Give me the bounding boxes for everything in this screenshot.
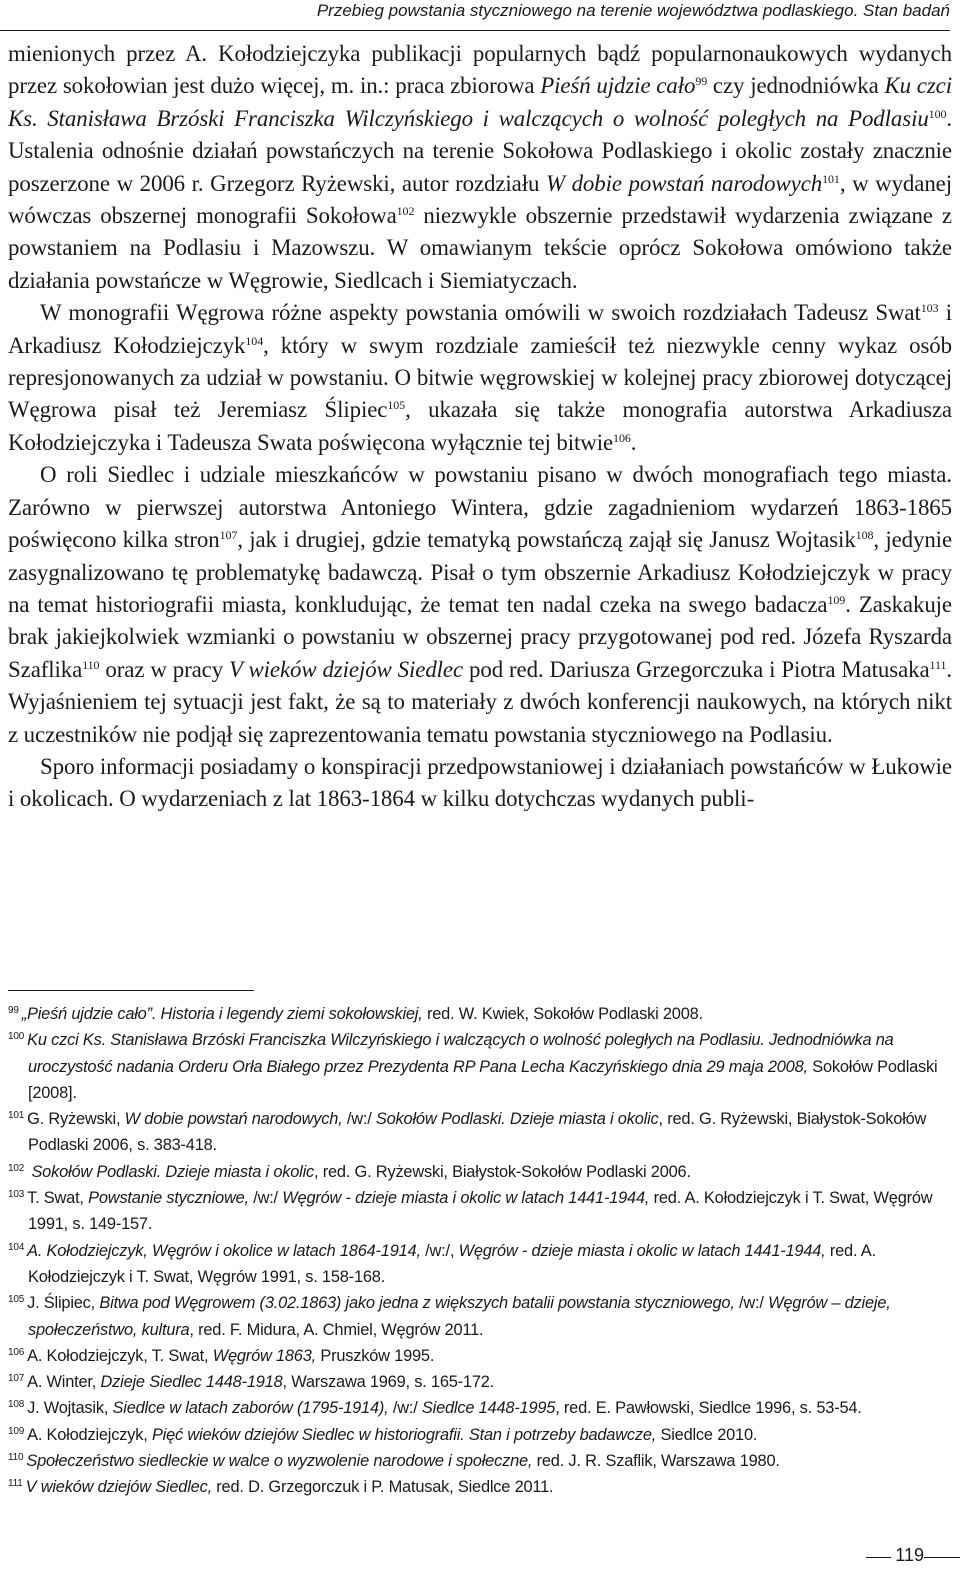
- footnote-100: $^{100}$ Ku czci Ks. Stanisława Brzóski Franciszka Wilczyńskiego i walczących o wolność poległych na Podlasiu. Jednodniówka na uroczystość nadania Orderu Orła Białego przez Prezydenta RP Pana Lecha Kaczyńskiego dnia 29 maja 2008, Sokołów Podlaski [2008].: [8, 1031, 938, 1102]
- footnote-ref-105[interactable]: 105: [387, 398, 406, 413]
- page-number: 119: [891, 1543, 924, 1567]
- footnote-ref-104[interactable]: 104: [245, 333, 264, 348]
- footnote-ref-103[interactable]: 103: [920, 301, 939, 316]
- footnote-102: $^{102}$ Sokołów Podlaski. Dzieje miasta i okolic, red. G. Ryżewski, Białystok-Sokołów Podlaski 2006.: [8, 1162, 691, 1181]
- footnotes: [8, 1001, 952, 1501]
- footnote-ref-111[interactable]: 111: [929, 657, 947, 672]
- paragraph-2: W monografii Węgrowa różne aspekty powstania omówili w swoich rozdziałach Tadeusz Swat$^{103}$ i Arkadiusz Kołodziejczyk$^{104}$, który w swym rozdziale zamieścił też niezwykle cenny wykaz osób represjonowanych za udział w powstaniu. O bitwie węgrowskiej w kolejnej pracy zbiorowej dotyczącej Węgrowa pisał też Jeremiasz Ślipiec$^{105}$, ukazała się także monografia autorstwa Arkadiusza Kołodziejczyka i Tadeusza Swata poświęcona wyłącznie tej bitwie$^{106}$.: [8, 300, 952, 455]
- footnote-110: $^{110}$ Społeczeństwo siedleckie w walce o wyzwolenie narodowe i społeczne, red. J. R. Szaflik, Warszawa 1980.: [8, 1452, 780, 1471]
- footnote-ref-100[interactable]: 100: [928, 106, 947, 121]
- running-header: [0, 0, 950, 31]
- paragraph-3: O roli Siedlec i udziale mieszkańców w powstaniu pisano w dwóch monografiach tego miasta. Zarówno w pierwszej autorstwa Antoniego Wintera, gdzie zagadnieniom wydarzeń 1863-1865 poświęcono kilka stron$^{107}$, jak i drugiej, gdzie tematyką powstańczą zajął się Janusz Wojtasik$^{108}$, jedynie zasygnalizowano tę problematykę badawczą. Pisał o tym obszernie Arkadiusz Kołodziejczyk w pracy na temat historiografii miasta, konkludując, że temat ten nadal czeka na swego badacza$^{109}$. Zaskakuje brak jakiejkolwiek wzmianki o powstaniu w obszernej pracy przygotowanej pod red. Józefa Ryszarda Szaflika$^{110}$ oraz w pracy V wieków dziejów Siedlec pod red. Dariusza Grzegorczuka i Piotra Matusaka$^{111}$. Wyjaśnieniem tej sytuacji jest fakt, że są to materiały z dwóch konferencji naukowych, na których nikt z uczestników nie podjął się zaprezentowania tematu powstania styczniowego na Podlasiu.: [8, 462, 953, 747]
- footnote-ref-99[interactable]: 99: [695, 74, 708, 89]
- footnote-ref-106[interactable]: 106: [613, 430, 631, 445]
- footnote-99: $^{99}$ „Pieśń ujdzie cało”. Historia i legendy ziemi sokołowskiej, red. W. Kwiek, Sokołów Podlaski 2008.: [8, 1005, 703, 1023]
- running-title: Przebieg powstania styczniowego na terenie województwa podlaskiego. Stan badań: [316, 1, 950, 20]
- footnote-104: $^{104}$ A. Kołodziejczyk, Węgrów i okolice w latach 1864-1914, /w:/, Węgrów - dzieje miasta i okolic w latach 1441-1944, red. A. Kołodziejczyk i T. Swat, Węgrów 1991, s. 158-168.: [8, 1241, 876, 1286]
- footnote-ref-107[interactable]: 107: [219, 528, 238, 543]
- footnote-ref-101[interactable]: 101: [822, 171, 840, 186]
- footnote-103: $^{103}$ T. Swat, Powstanie styczniowe, /w:/ Węgrów - dzieje miasta i okolic w latach 1441-1944, red. A. Kołodziejczyk i T. Swat, Węgrów 1991, s. 149-157.: [8, 1189, 933, 1234]
- footnote-109: $^{109}$ A. Kołodziejczyk, Pięć wieków dziejów Siedlec w historiografii. Stan i potrzeby badawcze, Siedlce 2010.: [8, 1425, 758, 1444]
- footnote-ref-110[interactable]: 110: [82, 657, 100, 672]
- footnote-106: $^{106}$ A. Kołodziejczyk, T. Swat, Węgrów 1863, Pruszków 1995.: [8, 1346, 435, 1365]
- footnote-105: $^{105}$ J. Ślipiec, Bitwa pod Węgrowem (3.02.1863) jako jedna z większych batalii powstania styczniowego, /w:/ Węgrów – dzieje, społeczeństwo, kultura, red. F. Midura, A. Chmiel, Węgrów 2011.: [8, 1294, 891, 1339]
- footnote-101: $^{101}$ G. Ryżewski, W dobie powstań narodowych, /w:/ Sokołów Podlaski. Dzieje miasta i okolic, red. G. Ryżewski, Białystok-Sokołów Podlaski 2006, s. 383-418.: [8, 1110, 927, 1155]
- footnote-ref-109[interactable]: 109: [827, 592, 846, 607]
- footnote-108: $^{108}$ J. Wojtasik, Siedlce w latach zaborów (1795-1914), /w:/ Siedlce 1448-1995, red. E. Pawłowski, Siedlce 1996, s. 53-54.: [8, 1399, 862, 1418]
- footnote-111: $^{111}$ V wieków dziejów Siedlec, red. D. Grzegorczuk i P. Matusak, Siedlce 2011.: [8, 1478, 554, 1497]
- paragraph-1: mienionych przez A. Kołodziejczyka publikacji popularnych bądź popularnonaukowych wydanych przez sokołowian jest dużo więcej, m. in.: praca zbiorowa Pieśń ujdzie cało$^{99}$ czy jednodniówka Ku czci Ks. Stanisława Brzóski Franciszka Wilczyńskiego i walczących o wolność poległych na Podlasiu$^{100}$. Ustalenia odnośnie działań powstańczych na terenie Sokołowa Podlaskiego i okolic zostały znacznie poszerzone w 2006 r. Grzegorz Ryżewski, autor rozdziału W dobie powstań narodowych$^{101}$, w wydanej wówczas obszernej monografii Sokołowa$^{102}$ niezwykle obszernie przedstawił wydarzenia związane z powstaniem na Podlasiu i Mazowszu. W omawianym tekście oprócz Sokołowa omówiono także działania powstańcze w Węgrowie, Siedlcach i Siemiatyczach.: [8, 41, 952, 293]
- footnote-ref-102[interactable]: 102: [396, 204, 415, 219]
- footnote-ref-108[interactable]: 108: [855, 528, 874, 543]
- paragraph-4: Sporo informacji posiadamy o konspiracji przedpowstaniowej i działaniach powstańców w Łukowie i okolicach. O wydarzeniach z lat 1863-1864 w kilku dotychczas wydanych publi-: [8, 753, 952, 812]
- footnote-107: $^{107}$ A. Winter, Dzieje Siedlec 1448-1918, Warszawa 1969, s. 165-172.: [8, 1373, 495, 1392]
- main-text: [8, 38, 952, 816]
- footnote-divider: [8, 990, 254, 991]
